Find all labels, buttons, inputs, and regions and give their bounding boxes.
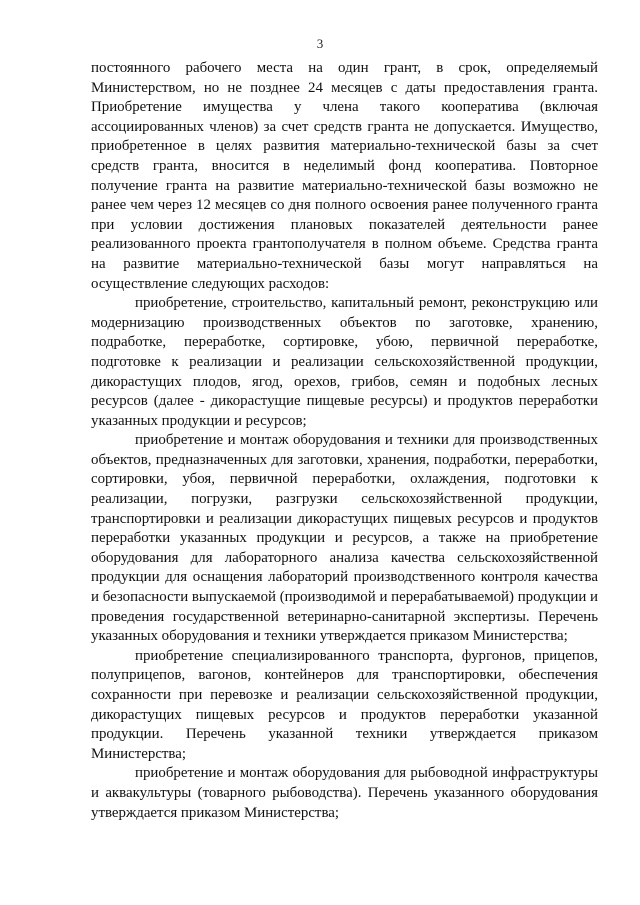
paragraph-aquaculture: приобретение и монтаж оборудования для рыбоводной инфраструктуры и аквакультуры (товарного рыбоводства). Перечень указанного оборудования утверждается приказом Министерства;: [91, 765, 598, 821]
paragraph-equipment: приобретение и монтаж оборудования и техники для производственных объектов, предназначенных для заготовки, хранения, подработки, переработки, сортировки, убоя, первичной переработки, охлаждения, подготовки к реализации, погрузки, разгрузки сельскохозяйственной продукции, транспортировки и реализации дикорастущих пищевых ресурсов и продуктов переработки указанных продукции и ресурсов, а также на приобретение оборудования для лабораторного анализа качества сельскохозяйственной продукции для оснащения лабораторий производственного контроля качества и безопасности выпускаемой (производимой и перерабатываемой) продукции и проведения государственной ветеринарно-санитарной экспертизы. Перечень указанных оборудования и техники утверждается приказом Министерства;: [91, 432, 598, 645]
page-number: 3: [316, 36, 324, 51]
paragraph-continuation: постоянного рабочего места на один грант, в срок, определяемый Министерством, но не позднее 24 месяцев с даты предоставления гранта. Приобретение имущества у члена такого кооператива (включая ассоциированных членов) за счет средств гранта не допускается. Имущество, приобретенное в целях развития материально-технической базы за счет средств гранта, вносится в неделимый фонд кооператива. Повторное получение гранта на развитие материально-технической базы возможно не ранее чем через 12 месяцев со дня полного освоения ранее полученного гранта при условии достижения плановых показателей деятельности ранее реализованного проекта грантополучателя в полном объеме. Средства гранта на развитие материально-технической базы могут направляться на осуществление следующих расходов:: [91, 60, 598, 292]
paragraph-production-facilities: приобретение, строительство, капитальный ремонт, реконструкцию или модернизацию производственных объектов по заготовке, хранению, подработке, переработке, сортировке, убою, первичной переработке, подготовке к реализации и реализации сельскохозяйственной продукции, дикорастущих плодов, ягод, орехов, грибов, семян и подобных лесных ресурсов (далее - дикорастущие пищевые ресурсы) и продуктов переработки указанных продукции и ресурсов;: [91, 295, 598, 429]
paragraph-transport: приобретение специализированного транспорта, фургонов, прицепов, полуприцепов, вагонов, контейнеров для транспортировки, обеспечения сохранности при перевозке и реализации сельскохозяйственной продукции, дикорастущих пищевых ресурсов и продуктов переработки указанной продукции. Перечень указанной техники утверждается приказом Министерства;: [91, 647, 598, 762]
document-body: [91, 59, 598, 823]
